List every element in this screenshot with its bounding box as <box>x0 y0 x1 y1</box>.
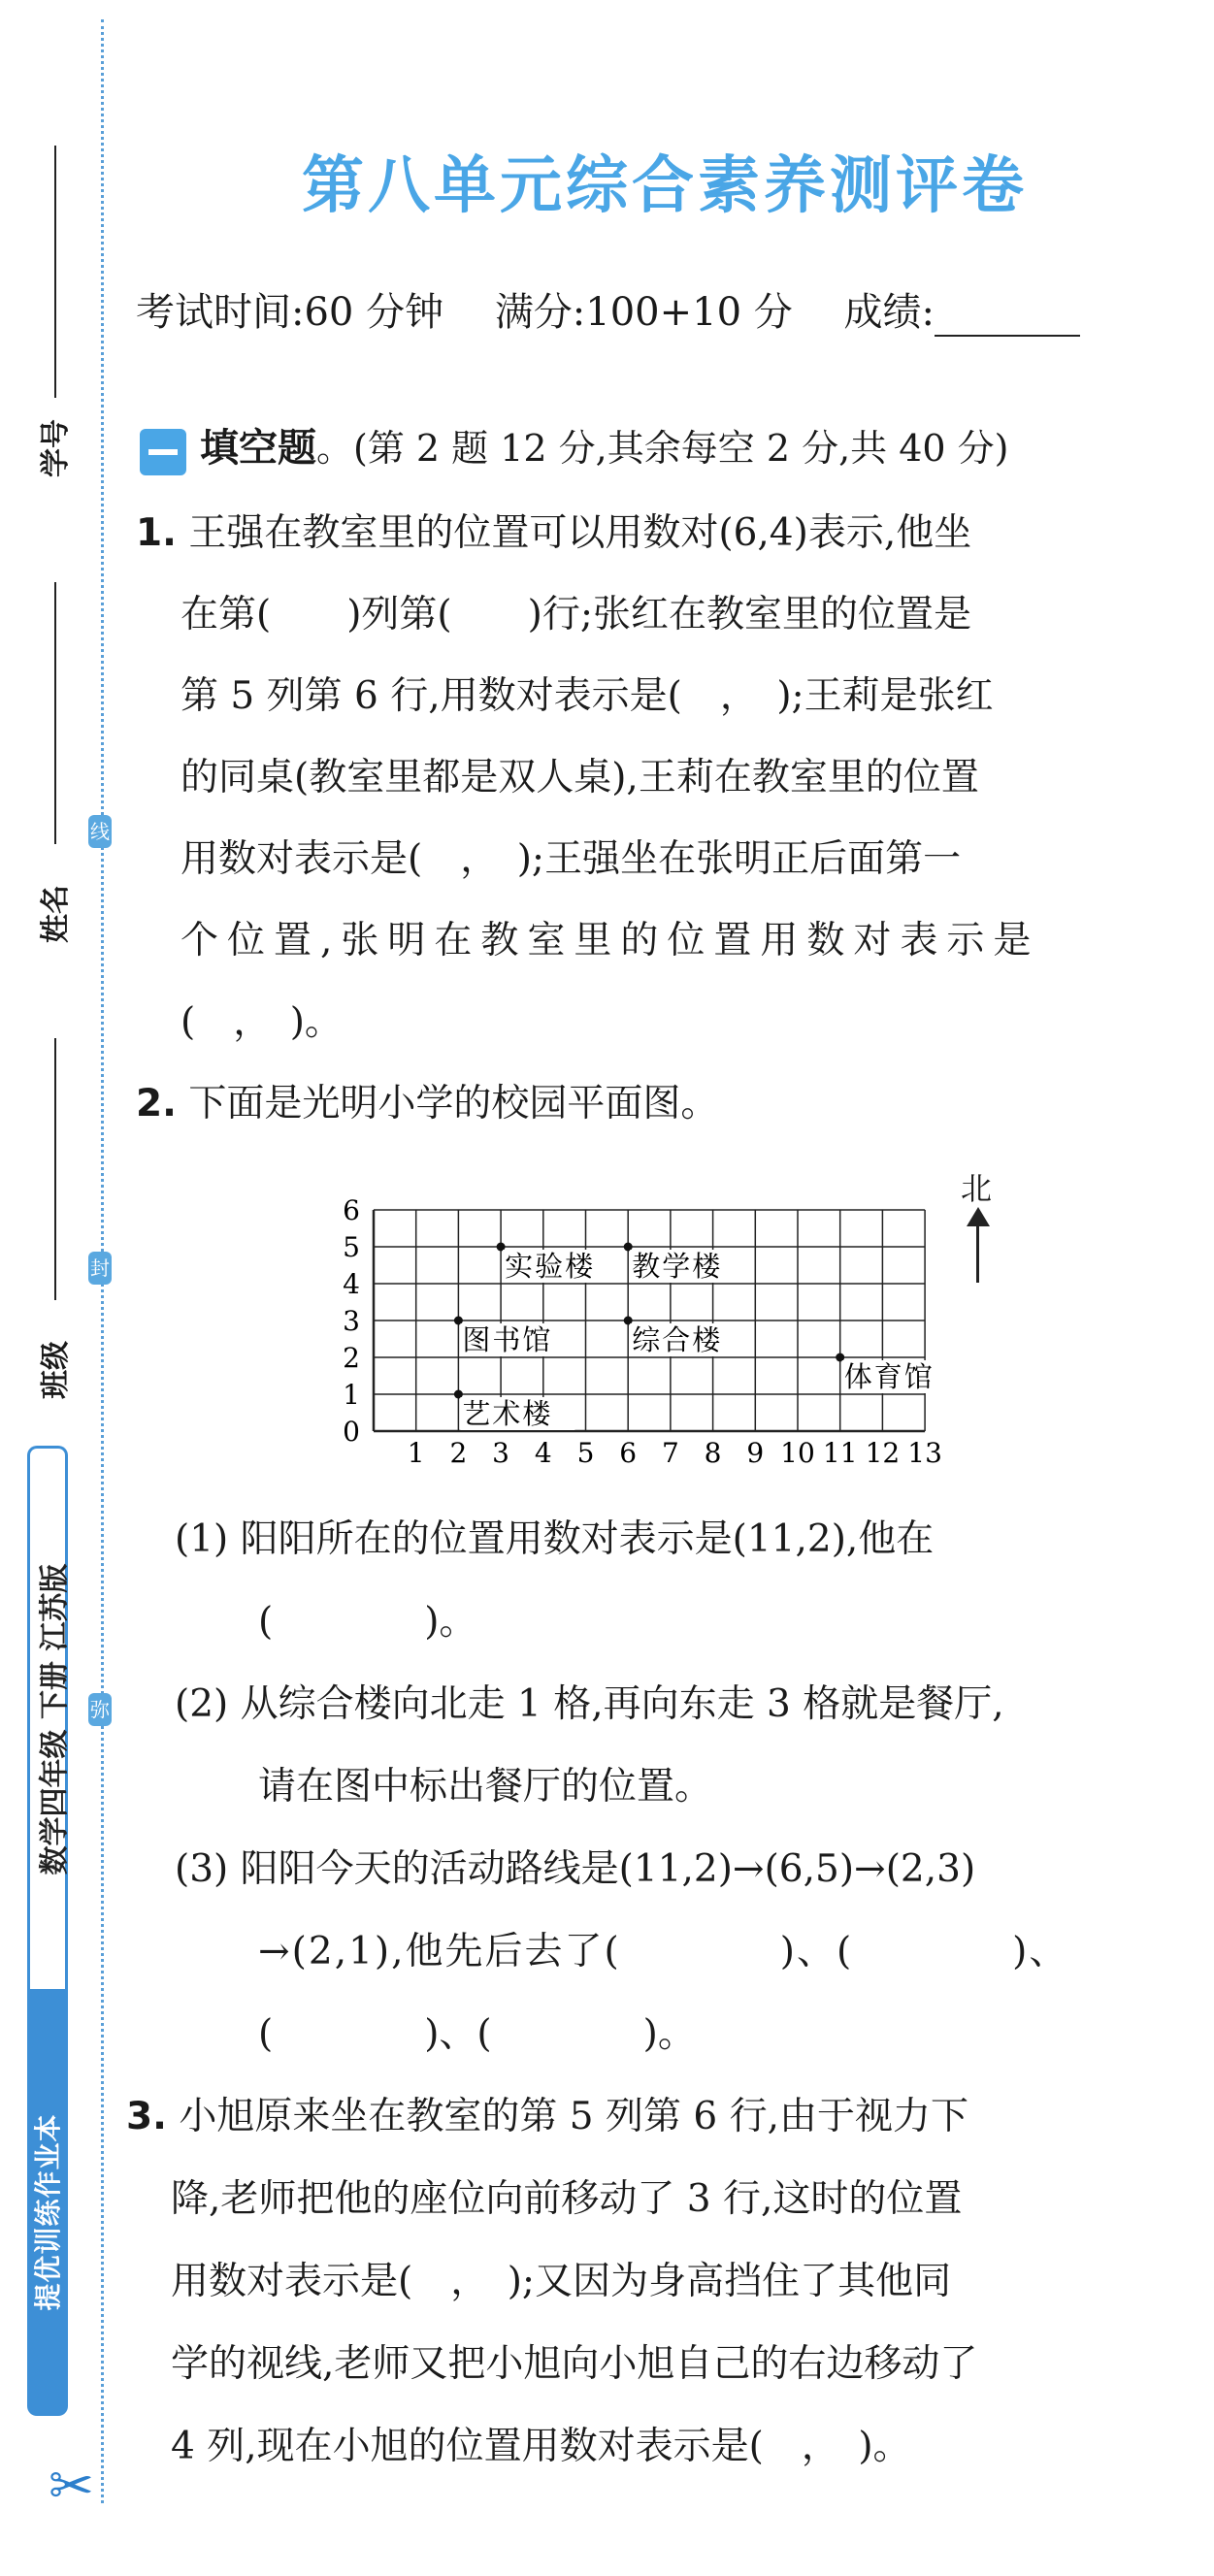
x-tick-label: 2 <box>449 1437 468 1469</box>
score-blank[interactable] <box>935 298 1080 337</box>
q1-line-7: ( ， )。 <box>180 1000 343 1044</box>
x-tick-label: 6 <box>619 1437 638 1469</box>
name-line <box>54 582 56 844</box>
location-label: 实验楼 <box>505 1250 596 1283</box>
q3-text-1: 小旭原来坐在教室的第 5 列第 6 行,由于视力下 <box>179 2095 968 2138</box>
book-tag <box>27 1446 74 2426</box>
location-label: 图书馆 <box>462 1323 553 1356</box>
q2-sub2-line-1: (2) 从综合楼向北走 1 格,再向东走 3 格就是餐厅, <box>175 1682 1004 1726</box>
x-tick-label: 4 <box>534 1437 552 1469</box>
section-header <box>140 417 1009 475</box>
y-tick-label: 0 <box>343 1416 360 1448</box>
x-tick-label: 10 <box>780 1437 815 1469</box>
y-tick-label: 2 <box>343 1342 360 1374</box>
cut-mark-line: 线 <box>88 815 112 848</box>
student-id-label: 学号 <box>39 419 73 477</box>
location-label: 教学楼 <box>632 1250 723 1283</box>
exam-info <box>136 281 1119 337</box>
campus-grid-map[interactable] <box>320 1155 1019 1475</box>
q2-sub1-line-1: (1) 阳阳所在的位置用数对表示是(11,2),他在 <box>175 1517 935 1561</box>
q2-number: 2. <box>136 1082 177 1125</box>
q1-line-1 <box>136 503 971 557</box>
q2-intro-line <box>136 1073 718 1127</box>
x-tick-label: 12 <box>865 1437 901 1469</box>
x-tick-label: 11 <box>822 1437 858 1469</box>
q1-line-4: 的同桌(教室里都是双人桌),王莉在教室里的位置 <box>180 756 979 799</box>
q3-line-1 <box>126 2086 968 2140</box>
name-label: 姓名 <box>39 885 73 943</box>
binding-margin <box>0 0 109 2576</box>
q1-line-2: 在第( )列第( )行;张红在教室里的位置是 <box>180 593 972 636</box>
location-label: 综合楼 <box>632 1323 723 1356</box>
scissors-icon: ✂ <box>49 2455 94 2518</box>
x-tick-label: 1 <box>407 1437 425 1469</box>
score-label: 成绩: <box>843 290 935 335</box>
page-title: 第八单元综合素养测评卷 <box>302 150 1028 222</box>
cut-mark-mi: 弥 <box>88 1693 112 1726</box>
north-label: 北 <box>961 1170 993 1207</box>
x-tick-label: 3 <box>492 1437 510 1469</box>
q3-line-5: 4 列,现在小旭的位置用数对表示是( ， )。 <box>171 2425 911 2468</box>
class-label: 班级 <box>39 1341 73 1399</box>
section-title: 填空题 <box>200 426 316 471</box>
q2-intro: 下面是光明小学的校园平面图。 <box>188 1082 719 1125</box>
x-tick-label: 13 <box>907 1437 942 1469</box>
q3-line-3: 用数对表示是( ， );又因为身高挡住了其他同 <box>171 2260 952 2303</box>
y-tick-label: 3 <box>343 1305 360 1337</box>
book-tag-bottom-text: 提优训练作业本 <box>32 2113 64 2311</box>
q1-text-1: 王强在教室里的位置可以用数对(6,4)表示,他坐 <box>188 511 972 555</box>
q2-sub3-line-2[interactable]: →(2,1),他先后去了( )、( )、 <box>258 1930 1069 1973</box>
y-tick-label: 6 <box>343 1194 360 1226</box>
q1-line-3: 第 5 列第 6 行,用数对表示是( ， );王莉是张红 <box>180 674 994 718</box>
cut-mark-seal: 封 <box>88 1252 112 1285</box>
q2-sub3-line-1: (3) 阳阳今天的活动路线是(11,2)→(6,5)→(2,3) <box>175 1847 976 1891</box>
q1-number: 1. <box>136 511 177 555</box>
section-one-badge-icon <box>140 429 186 475</box>
y-tick-label: 5 <box>343 1231 360 1263</box>
section-note: 。(第 2 题 12 分,其余每空 2 分,共 40 分) <box>316 427 1009 470</box>
q2-sub3-line-3[interactable]: ( )、( )。 <box>258 2012 696 2056</box>
y-tick-label: 1 <box>343 1379 360 1411</box>
q1-line-6: 个位置,张明在教室里的位置用数对表示是 <box>180 919 1040 962</box>
x-tick-label: 7 <box>661 1437 679 1469</box>
q3-line-4: 学的视线,老师又把小旭向小旭自己的右边移动了 <box>171 2342 978 2386</box>
q2-sub1-line-2[interactable]: ( )。 <box>258 1600 477 1644</box>
q2-sub2-line-2: 请在图中标出餐厅的位置。 <box>258 1765 713 1809</box>
y-tick-label: 4 <box>343 1268 360 1300</box>
student-id-line <box>54 146 56 398</box>
location-label: 艺术楼 <box>462 1397 553 1430</box>
exam-time: 考试时间:60 分钟 <box>136 290 444 335</box>
x-tick-label: 8 <box>704 1437 722 1469</box>
q1-line-5: 用数对表示是( ， );王强坐在张明正后面第一 <box>180 837 962 881</box>
q3-line-2: 降,老师把他的座位向前移动了 3 行,这时的位置 <box>171 2177 963 2221</box>
x-tick-label: 9 <box>746 1437 765 1469</box>
q3-number: 3. <box>126 2095 167 2138</box>
class-line <box>54 1038 56 1300</box>
location-label: 体育馆 <box>843 1360 935 1393</box>
x-tick-label: 5 <box>576 1437 595 1469</box>
book-tag-top-text: 数学四年级 下册 江苏版 <box>38 1563 72 1875</box>
north-arrow-shaft <box>976 1213 979 1283</box>
exam-full-score: 满分:100+10 分 <box>494 290 793 335</box>
